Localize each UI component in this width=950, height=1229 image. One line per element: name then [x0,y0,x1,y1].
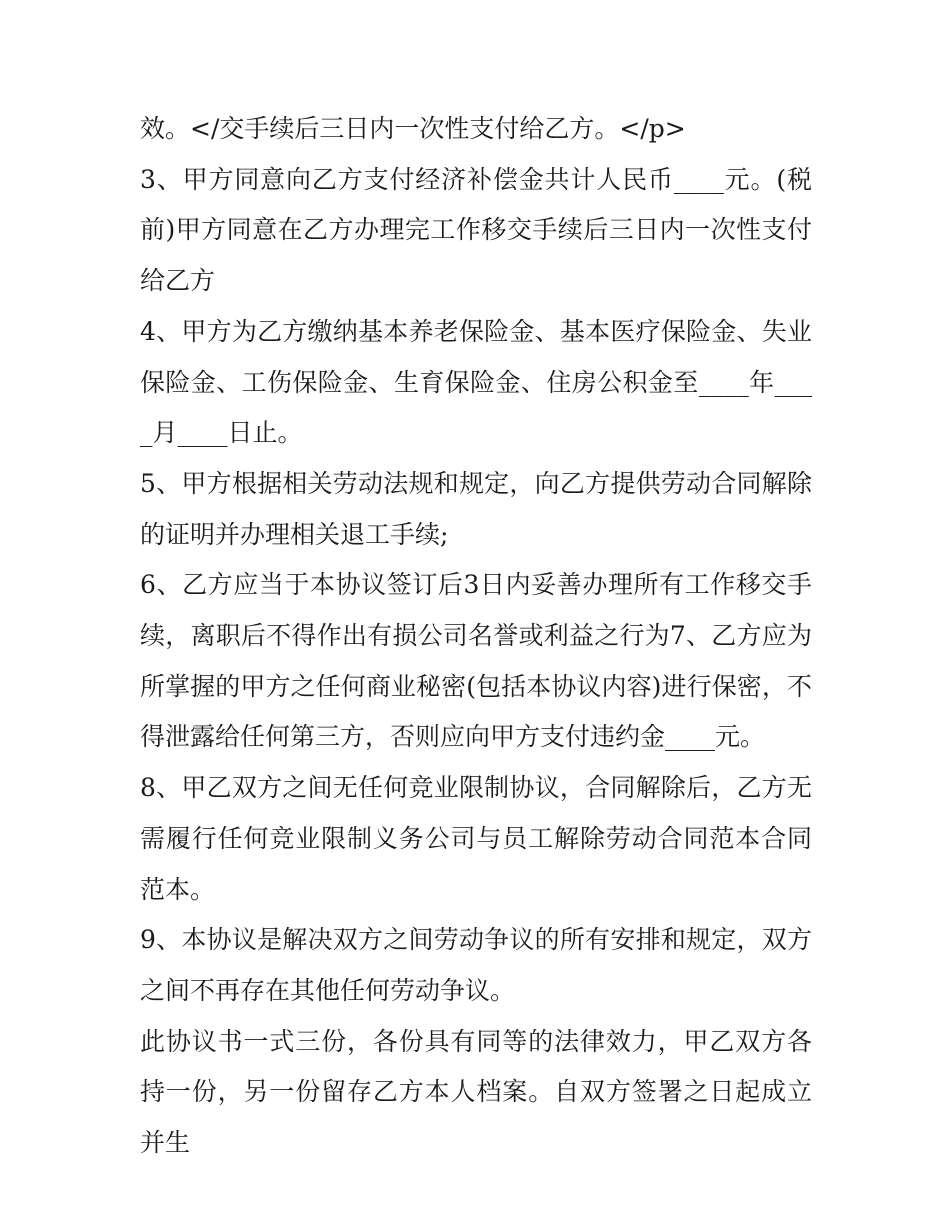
paragraph-clause-3: 3、甲方同意向乙方支付经济补偿金共计人民币____元。(税前)甲方同意在乙方办理完工作移交手续后三日内一次性支付给乙方 [140,164,812,296]
paragraph-continuation: 效。</交手续后三日内一次性支付给乙方。</p> [140,114,686,143]
document-body [140,104,812,1169]
paragraph-clause-4: 4、甲方为乙方缴纳基本养老保险金、基本医疗保险金、失业保险金、工伤保险金、生育保险金、住房公积金至____年____月____日止。 [140,316,812,448]
paragraph-clause-6-7: 6、乙方应当于本协议签订后3日内妥善办理所有工作移交手续，离职后不得作出有损公司名誉或利益之行为7、乙方应为所掌握的甲方之任何商业秘密(包括本协议内容)进行保密，不得泄露给任何第三方，否则应向甲方支付违约金____元。 [140,570,812,752]
paragraph-clause-9: 9、本协议是解决双方之间劳动争议的所有安排和规定，双方之间不再存在其他任何劳动争议。 [140,925,812,1005]
paragraph-clause-8: 8、甲乙双方之间无任何竞业限制协议，合同解除后，乙方无需履行任何竞业限制义务公司与员工解除劳动合同范本合同范本。 [140,773,812,904]
paragraph-clause-5: 5、甲方根据相关劳动法规和规定，向乙方提供劳动合同解除的证明并办理相关退工手续; [140,468,812,549]
paragraph-closing: 此协议书一式三份，各份具有同等的法律效力，甲乙双方各持一份，另一份留存乙方本人档案。自双方签署之日起成立并生 [140,1026,812,1158]
